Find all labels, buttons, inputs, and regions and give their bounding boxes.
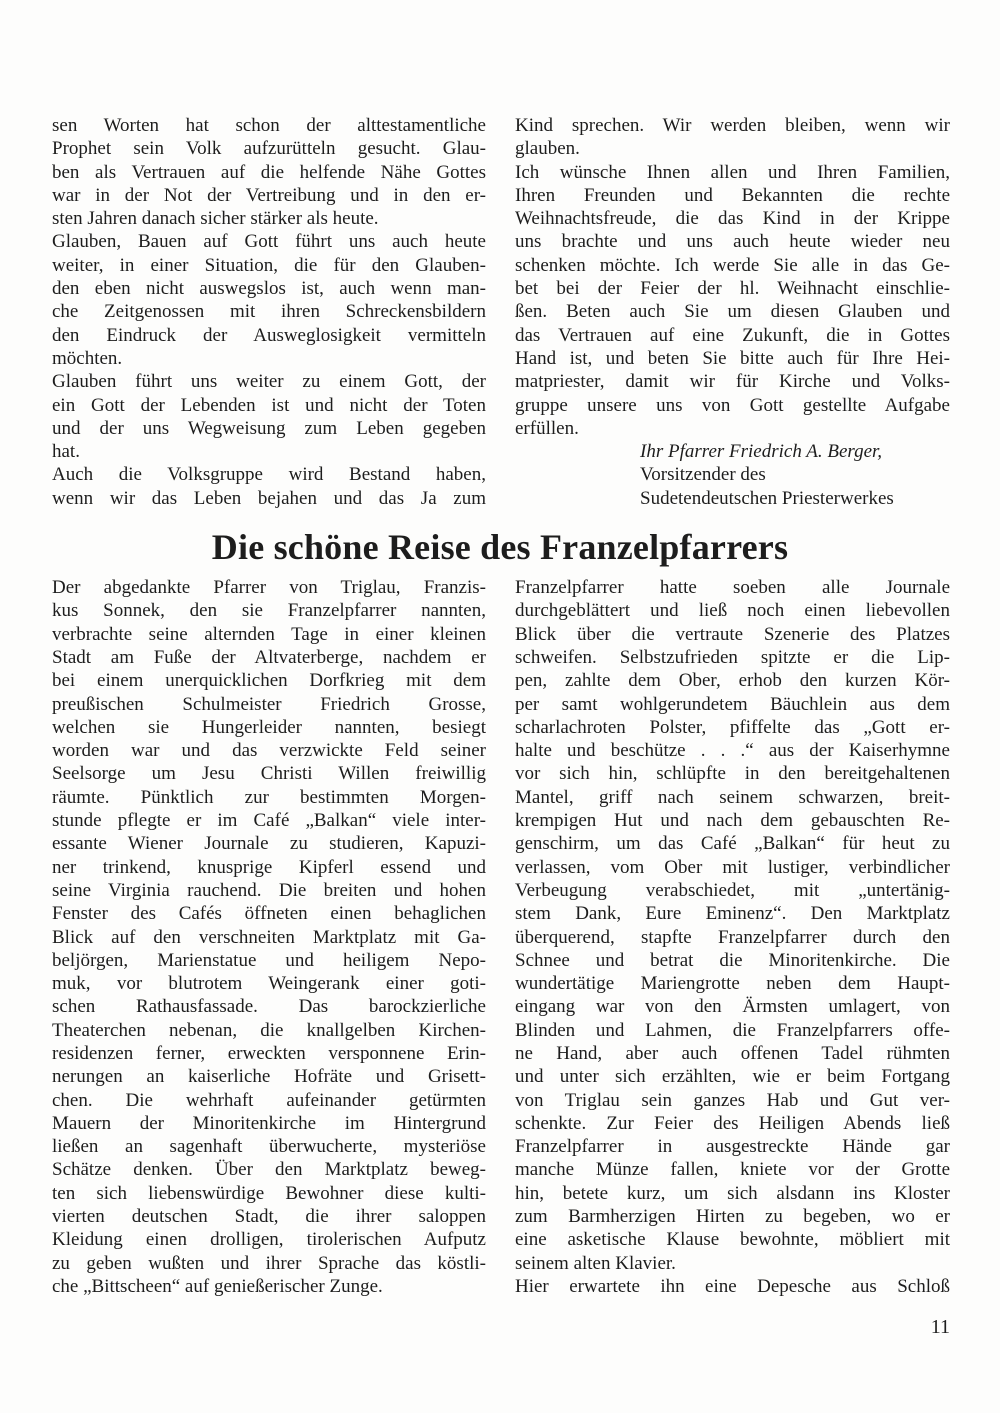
text-line: Kind sprechen. Wir werden bleiben, wenn wir (515, 115, 950, 136)
text-line: eine asketische Klause bewohnte, möbliert mit (515, 1229, 950, 1251)
text-line: beljörgen, Marienstatue und heiligem Nepo- (52, 949, 486, 971)
text-line: che Zeitgenossen mit ihren Schreckensbildern (52, 301, 486, 323)
text-line: Weihnachtsfreude, die das Kind in der Krippe (515, 208, 950, 230)
text-line: Franzelpfarrer in ausgestreckte Hände gar (515, 1136, 950, 1158)
text-line: Der abgedankte Pfarrer von Triglau, Franzis- (52, 577, 486, 599)
text-line: Seelsorge um Jesu Christi Willen freiwillig (52, 763, 486, 785)
intro-section (0, 0, 1000, 510)
story-right-column (515, 576, 950, 1298)
text-line: Ihr Pfarrer Friedrich A. Berger, (640, 441, 883, 463)
text-line: per samt wohlgerundetem Bäuchlein aus dem (515, 693, 950, 715)
text-line: wundertätige Mariengrotte neben dem Haupt- (515, 973, 950, 995)
text-line: gruppe unsere uns von Gott gestellte Aufgabe (515, 394, 950, 416)
text-line: und unter sich erzählten, wie er beim Fortgang (515, 1066, 950, 1088)
text-line: Kleidung einen drolligen, tirolerischen Aufputz (52, 1229, 486, 1251)
paragraph-faith-4-continued (515, 114, 950, 161)
text-line: chen. Die wehrhaft aufeinander getürmten (52, 1089, 486, 1111)
text-line: residenzen ferner, erweckten versponnene Erin- (52, 1042, 486, 1064)
text-line: Mantel, griff nach seinem schwarzen, breit- (515, 786, 950, 808)
article-title: Die schöne Reise des Franzelpfarrers (211, 527, 789, 568)
text-line: uns brachte und uns auch heute wieder neu (515, 231, 950, 253)
text-line: che „Bittscheen“ auf genießerischer Zunge. (52, 1275, 383, 1297)
text-line: genschirm, um das Café „Balkan“ für heut zu (515, 833, 950, 855)
text-line: räumte. Pünktlich zur bestimmten Morgen- (52, 786, 486, 808)
text-line: ßen. Beten auch Sie um diesen Glauben und (515, 301, 950, 323)
text-line: manche Münze fallen, kniete vor der Grotte (515, 1159, 950, 1181)
paragraph-story-3 (515, 1275, 950, 1298)
text-line: Schnee und betrat die Minoritenkirche. Die (515, 949, 950, 971)
text-line: Glauben, Bauen auf Gott führt uns auch heute (52, 231, 486, 253)
text-line: Vorsitzender des (640, 464, 766, 486)
text-line: Prophet sein Volk aufzurütteln gesucht. Glau- (52, 138, 486, 160)
text-line: und der uns Wegweisung zum Leben gegeben (52, 417, 486, 439)
text-line: ner trinkend, knusprige Kipferl essend und (52, 856, 486, 878)
text-line: zum Barmherzigen Hirten zu begeben, wo er (515, 1206, 950, 1228)
signature-block (515, 440, 950, 510)
text-line: vierten deutschen Stadt, die ihrer saloppen (52, 1206, 486, 1228)
text-line: erfüllen. (515, 417, 579, 439)
text-line: Hier erwartete ihn eine Depesche aus Schloß (515, 1275, 950, 1297)
text-line: Auch die Volksgruppe wird Bestand haben, (52, 464, 486, 486)
text-line: wenn wir das Leben bejahen und das Ja zum (52, 487, 486, 509)
text-line: schen Rathausfassade. Das barockzierliche (52, 996, 486, 1018)
text-line: nerungen an kaiserliche Hofräte und Grisett- (52, 1066, 486, 1088)
page-number: 11 (930, 1316, 950, 1338)
paragraph-story-2 (515, 576, 950, 1275)
text-line: Ich wünsche Ihnen allen und Ihren Familien, (515, 161, 950, 183)
text-line: Sudetendeutschen Priesterwerkes (640, 487, 894, 509)
text-line: Mauern der Minoritenkirche im Hintergrund (52, 1112, 486, 1134)
text-line: Theaterchen nebenan, die knallgelben Kirchen- (52, 1019, 486, 1041)
text-line: schweifen. Selbstzufrieden spitzte er die Lip- (515, 646, 950, 668)
text-line: worden war und das verzwickte Feld seiner (52, 740, 486, 762)
paragraph-faith-3 (52, 370, 486, 463)
text-line: essante Wiener Journale zu studieren, Kapuzi- (52, 833, 486, 855)
paragraph-story-1 (52, 576, 486, 1298)
text-line: schenken möchte. Ich werde Sie alle in das Ge- (515, 254, 950, 276)
text-line: das Vertrauen auf eine Zukunft, die in Gottes (515, 324, 950, 346)
text-line: ne Hand, aber auch offenen Tadel rühmten (515, 1042, 950, 1064)
text-line: seinem alten Klavier. (515, 1252, 676, 1274)
story-section (0, 576, 1000, 1298)
text-line: Franzelpfarrer hatte soeben alle Journale (515, 577, 950, 599)
text-line: seine Virginia rauchend. Die breiten und hohen (52, 879, 486, 901)
text-line: weiter, in einer Situation, die für den Glauben- (52, 254, 486, 276)
text-line: hin, betete kurz, um sich alsdann ins Kloster (515, 1182, 950, 1204)
text-line: Blick auf den verschneiten Marktplatz mit Ga- (52, 926, 486, 948)
text-line: Schätze denken. Über den Marktplatz beweg- (52, 1159, 486, 1181)
text-line: bei einem unerquicklichen Dorfkrieg mit dem (52, 670, 486, 692)
text-line: verbrachte seine alternden Tage in einer kleinen (52, 623, 486, 645)
text-line: stem Dank, Eure Eminenz“. Den Marktplatz (515, 903, 950, 925)
text-line: scharlachroten Polster, pfiffelte das „Gott er- (515, 716, 950, 738)
paragraph-faith-4 (52, 463, 486, 510)
text-line: zu geben wußten und ihrer Sprache das köstli- (52, 1252, 486, 1274)
text-line: welchen sie Hungerleider nannten, besiegt (52, 716, 486, 738)
text-line: Blick über die vertraute Szenerie des Platzes (515, 623, 950, 645)
text-line: Verbeugung verabschiedet, mit „untertänig- (515, 879, 950, 901)
text-line: ten sich liebenswürdige Bewohner diese kulti- (52, 1182, 486, 1204)
text-line: Hand ist, und beten Sie bitte auch für Ihre Hei- (515, 347, 950, 369)
text-line: matpriester, damit wir für Kirche und Volks- (515, 371, 950, 393)
text-line: verlassen, vom Ober mit lustiger, verbindlicher (515, 856, 950, 878)
text-line: durchgeblättert und ließ noch einen liebevollen (515, 600, 950, 622)
text-line: Blinden und Lahmen, die Franzelpfarrers offe- (515, 1019, 950, 1041)
text-line: krempigen Hut und nach dem gebauschten Re- (515, 810, 950, 832)
text-line: muk, vor blutrotem Weingerank einer goti- (52, 973, 486, 995)
text-line: ließen an sagenhaft überwucherte, mysteriöse (52, 1136, 486, 1158)
text-line: ben als Vertrauen auf die helfende Nähe Gottes (52, 161, 486, 183)
intro-left-column (52, 114, 486, 510)
text-line: pen, zahlte dem Ober, erhob den kurzen Kör- (515, 670, 950, 692)
paragraph-faith-2 (52, 230, 486, 370)
text-line: Ihren Freunden und Bekannten die rechte (515, 184, 950, 206)
text-line: ein Gott der Lebenden ist und nicht der Toten (52, 394, 486, 416)
paragraph-christmas-wishes (515, 161, 950, 441)
text-line: bet bei der Feier der hl. Weihnacht einschlie- (515, 278, 950, 300)
text-line: eingang war von den Ärmsten umlagert, von (515, 996, 950, 1018)
text-line: hat. (52, 441, 80, 463)
text-line: halte und beschütze . . .“ aus der Kaiserhymne (515, 740, 950, 762)
text-line: den Eindruck der Ausweglosigkeit vermitteln (52, 324, 486, 346)
text-line: möchten. (52, 347, 123, 369)
story-left-column (52, 576, 486, 1298)
text-line: kus Sonnek, den sie Franzelpfarrer nannten, (52, 600, 486, 622)
text-line: von Triglau sein ganzes Hab und Gut ver- (515, 1089, 950, 1111)
paragraph-faith-1 (52, 114, 486, 230)
text-line: sen Worten hat schon der alttestamentliche (52, 115, 486, 136)
text-line: Stadt am Fuße der Altvaterberge, nachdem er (52, 646, 486, 668)
intro-right-column (515, 114, 950, 510)
text-line: vor sich hin, schlüpfte in den bereitgehaltenen (515, 763, 950, 785)
text-line: Fenster des Cafés öffneten einen behaglichen (52, 903, 486, 925)
text-line: glauben. (515, 138, 580, 160)
text-line: war in der Not der Vertreibung und in den er- (52, 184, 486, 206)
text-line: Glauben führt uns weiter zu einem Gott, der (52, 371, 486, 393)
text-line: preußischen Schulmeister Friedrich Grosse, (52, 693, 486, 715)
text-line: den eben nicht auswegslos ist, auch wenn man- (52, 278, 486, 300)
text-line: überquerend, stapfte Franzelpfarrer durch den (515, 926, 950, 948)
text-line: schenkte. Zur Feier des Heiligen Abends ließ (515, 1112, 950, 1134)
text-line: sten Jahren danach sicher stärker als heute. (52, 208, 379, 230)
text-line: stunde pflegte er im Café „Balkan“ viele inter- (52, 810, 486, 832)
